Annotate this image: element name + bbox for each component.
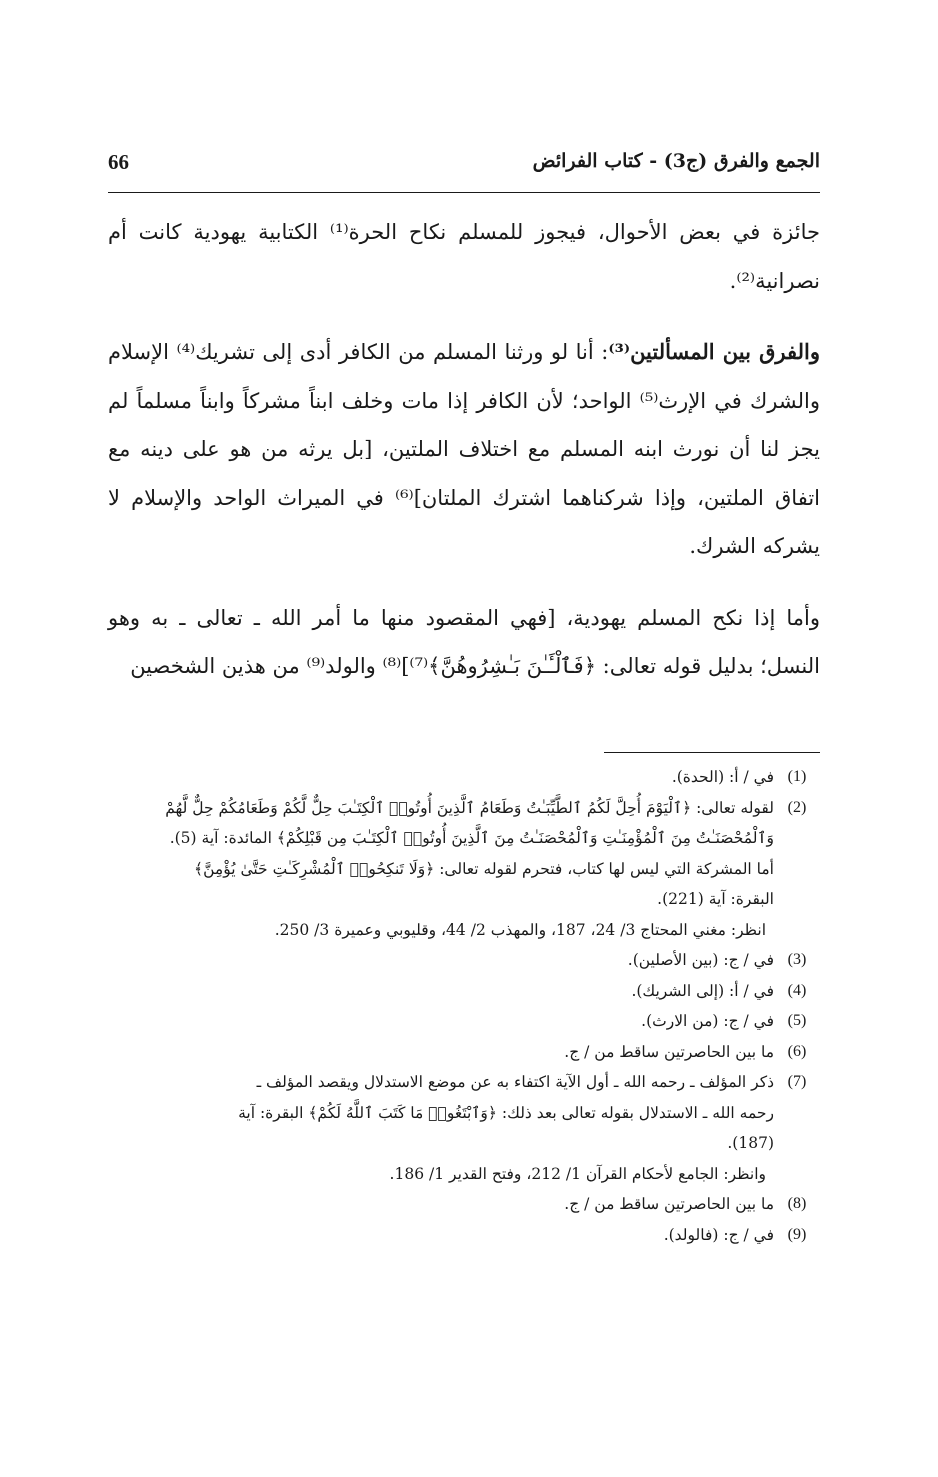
footnote-item [108, 793, 820, 946]
paragraph-2-lead: والفرق بين المسألتين⁽³⁾ [608, 339, 820, 364]
footnote-number: (2) [787, 798, 807, 816]
footnote-line: في / أ: (إلى الشريك). [631, 981, 774, 1000]
paragraph-3: وأما إذا نكح المسلم يهودية، [فهي المقصود منها ما أمر الله ـ تعالى ـ به وهو النسل؛ بدليل قوله تعالى: ﴿فَٱلْـَٔـٰنَ بَـٰشِرُوهُنَّ﴾⁽⁷⁾]⁽⁸⁾ والولد⁽⁹⁾ من هذين الشخصين [108, 605, 821, 678]
footnote-number: (1) [787, 768, 807, 785]
header-rule [108, 192, 820, 193]
footnote-text [108, 1037, 774, 1068]
footnote-item [108, 1189, 820, 1220]
footnote-number: (7) [787, 1073, 807, 1090]
paragraph-1: جائزة في بعض الأحوال، فيجوز للمسلم نكاح الحرة⁽¹⁾ الكتابية يهودية كانت أم نصرانية⁽²⁾. [108, 220, 820, 293]
footnote-item [108, 762, 820, 793]
paragraph-2 [108, 328, 820, 571]
footnote-line: وَٱلْمُحْصَنَـٰتُ مِنَ ٱلْمُؤْمِنَـٰتِ وَٱلْمُحْصَنَـٰتُ مِنَ ٱلَّذِينَ أُوتُوا۟ ٱلْكِتَـٰبَ مِن قَبْلِكُمْ﴾ المائدة: آية (5). [169, 829, 774, 847]
footnote-line: ما بين الحاصرتين ساقط من / ج. [564, 1195, 774, 1213]
footnote-text [108, 1067, 774, 1189]
footnote-number: (4) [787, 981, 807, 999]
page-header [108, 150, 820, 186]
footnote-number: (9) [787, 1225, 807, 1243]
footnote-line: في / ج: (بين الأصلين). [627, 951, 774, 969]
footnote-text [108, 1220, 774, 1251]
footnote-text [108, 762, 774, 793]
footnote-line: في / ج: (من الارث). [641, 1012, 774, 1030]
footnote-line: لقوله تعالى: ﴿ٱلْيَوْمَ أُحِلَّ لَكُمُ ٱلطَّيِّبَـٰتُ وَطَعَامُ ٱلَّذِينَ أُوتُوا۟ ٱلْكِتَـٰبَ حِلٌّ لَّكُمْ وَطَعَامُكُمْ حِلٌّ لَّهُمْ [165, 798, 774, 817]
footnote-number: (6) [787, 1042, 807, 1060]
footnote-line: في / ج: (فالولد). [663, 1225, 774, 1244]
footnote-line: انظر: مغني المحتاج 3/ 24، 187، والمهذب 2/ 44، وقليوبي وعميرة 3/ 250. [274, 920, 766, 939]
footnote-line: أما المشركة التي ليس لها كتاب، فتحرم لقوله تعالى: ﴿وَلَا تَنكِحُوا۟ ٱلْمُشْرِكَـٰتِ حَتَّىٰ يُؤْمِنَّ﴾ [194, 859, 774, 878]
footnote-text [108, 1006, 774, 1037]
footnote-line: رحمه الله ـ الاستدلال بقوله تعالى بعد ذلك: ﴿وَٱبْتَغُوا۟ مَا كَتَبَ ٱللَّهُ لَكُمْ﴾ البقرة: آية [238, 1103, 774, 1122]
footnote-item [108, 1037, 820, 1068]
footnote-item [108, 945, 820, 976]
footnote-line: (187). [727, 1134, 774, 1152]
footnote-text [108, 945, 774, 976]
footnote-text [108, 793, 774, 946]
footnote-item [108, 1220, 820, 1251]
page-number: 66 [108, 150, 129, 174]
footnote-number: (5) [787, 1012, 807, 1029]
footnote-item [108, 976, 820, 1007]
footnote-text [108, 976, 774, 1007]
footnote-line: ذكر المؤلف ـ رحمه الله ـ أول الآية اكتفاء به عن موضع الاستدلال ويقصد المؤلف ـ [256, 1073, 774, 1091]
running-head: الجمع والفرق (ج3) - كتاب الفرائض [532, 150, 820, 172]
footnote-rule [604, 752, 820, 753]
footnote-number: (8) [787, 1195, 807, 1212]
footnote-number: (3) [787, 951, 807, 968]
footnote-line: وانظر: الجامع لأحكام القرآن 1/ 212، وفتح القدير 1/ 186. [389, 1164, 766, 1183]
footnote-line: ما بين الحاصرتين ساقط من / ج. [564, 1042, 774, 1061]
footnote-line: في / أ: (الحدة). [671, 768, 774, 786]
footnotes [108, 762, 820, 1250]
footnote-item [108, 1067, 820, 1189]
main-text [108, 208, 820, 691]
footnote-item [108, 1006, 820, 1037]
footnote-line: البقرة: آية (221). [657, 890, 774, 908]
paragraph-2-text: : أنا لو ورثنا المسلم من الكافر أدى إلى تشريك⁽⁴⁾ الإسلام والشرك في الإرث⁽⁵⁾ الواحد؛ لأن الكافر إذا مات وخلف ابناً مشركاً وابناً مسلماً لم يجز لنا أن نورث ابنه المسلم مع اختلاف الملتين، [بل يرثه من هو على دينه مع اتفاق الملتين، وإذا شركناهما اشترك الملتان]⁽⁶⁾ في الميراث الواحد والإسلام لا يشركه الشرك. [108, 340, 820, 558]
footnote-text [108, 1189, 774, 1220]
